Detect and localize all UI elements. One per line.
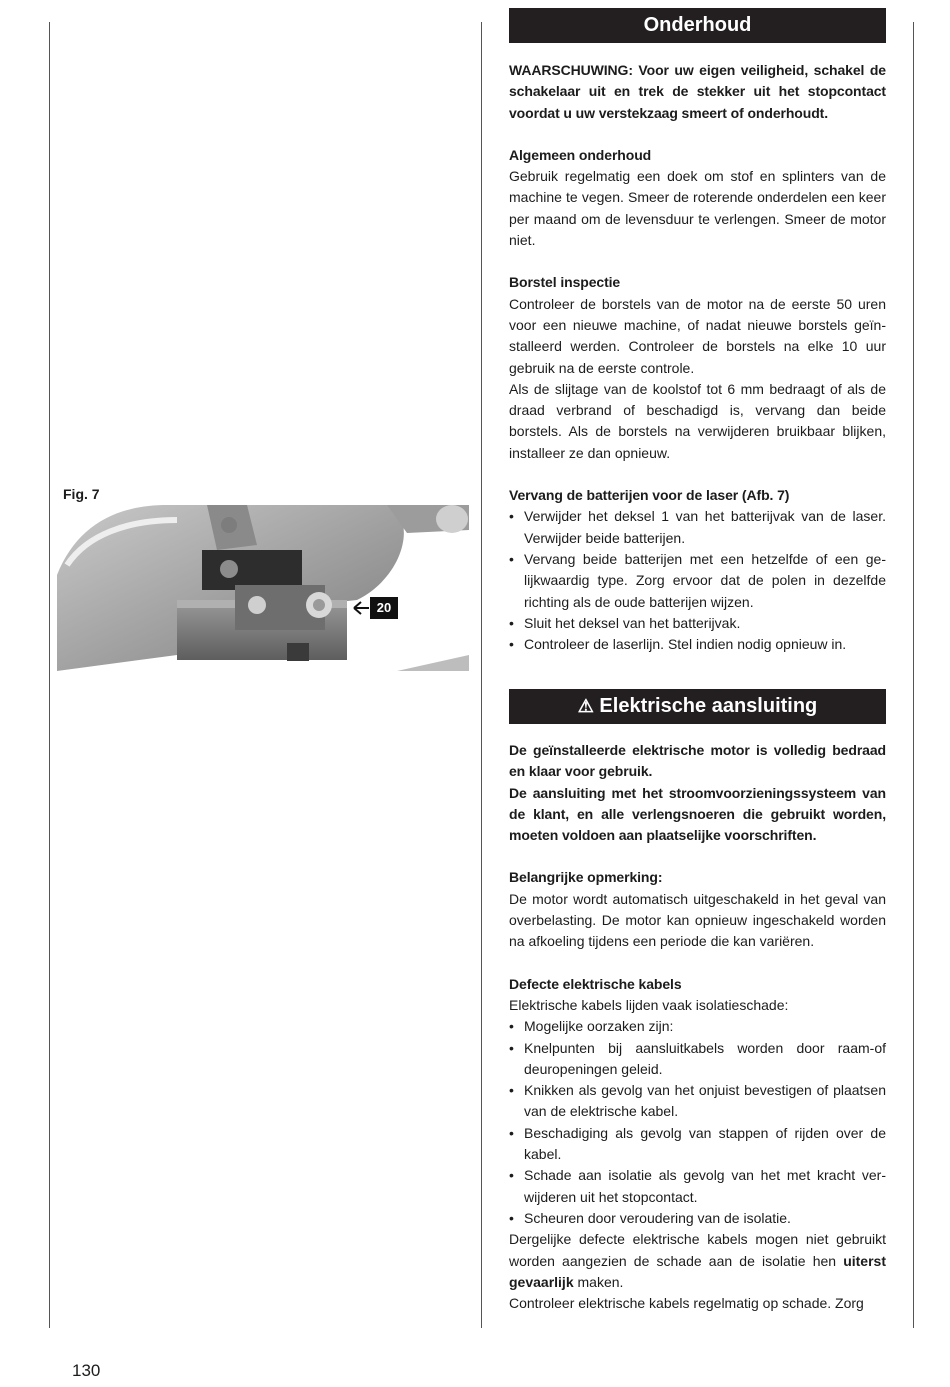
- cables-lead: Elektrische kabels lijden vaak isolatieschade:: [509, 996, 789, 1013]
- closing-emphasis: uiterst gevaarlijk: [509, 1252, 886, 1290]
- section-title-text: Onderhoud: [643, 14, 752, 36]
- brush-text-2: Als de slijtage van de koolstof tot 6 mm bedraagt of als de draad verbrand of beschadigd is, vervang dan beide borstels. Als de borstels na verwijderen bruikbaar blijken, installeer ze dan opnieuw.: [509, 380, 886, 461]
- list-item: • Knelpunten bij aansluitkabels worden door raam-of deuropeningen geleid.: [509, 1038, 886, 1081]
- right-margin-rule: [913, 22, 914, 1328]
- callout-number-badge: 20: [370, 597, 398, 619]
- list-item: • Mogelijke oorzaken zijn:: [509, 1016, 886, 1037]
- list-item: • Sluit het deksel van het batterijvak.: [509, 613, 886, 634]
- maintenance-section: [509, 60, 886, 655]
- saw-laser-housing-illustration: [57, 505, 469, 671]
- list-item: • Vervang beide batterijen met een hetzelfde of een gelijkwaardig type. Zorg ervoor dat de polen in dezelfde richting als de oude batterijen wijzen.: [509, 549, 886, 613]
- note-text: De motor wordt automatisch uitgeschakeld in het geval van overbelasting. De motor kan opnieuw ingeschakeld worden na afkoeling tijdens een periode die kan variëren.: [509, 890, 886, 950]
- battery-heading: Vervang de batterijen voor de laser (Afb. 7): [509, 487, 790, 504]
- note-heading: Belangrijke opmerking:: [509, 869, 663, 886]
- general-heading: Algemeen onderhoud: [509, 146, 652, 163]
- list-item: • Verwijder het deksel 1 van het batterijvak van de laser. Verwijder beide batterijen.: [509, 506, 886, 549]
- warning-triangle-icon: ⚠: [577, 696, 594, 716]
- list-item: • Controleer de laserlijn. Stel indien nodig opnieuw in.: [509, 634, 886, 655]
- electrical-intro-2: De aansluiting met het stroomvoorzieningssysteem van de klant, en alle verlengsnoeren die gebruikt worden, moeten voldoen aan plaatselijke voorschriften.: [509, 784, 886, 844]
- list-item: • Scheuren door veroudering van de isolatie.: [509, 1208, 886, 1229]
- page-number: 130: [72, 1361, 101, 1380]
- column-divider-rule: [481, 22, 482, 1328]
- cables-closing: [509, 1229, 886, 1293]
- section-title-elektrisch: [509, 689, 886, 724]
- warning-text: WAARSCHUWING: Voor uw eigen veiligheid, schakel de schakelaar uit en trek de stekker uit het stopcontact voordat u uw verstekzaag smeert of onderhoudt.: [509, 62, 886, 121]
- electrical-intro-1: De geïnstalleerde elektrische motor is volledig bedraad en klaar voor gebruik.: [509, 742, 886, 780]
- cables-heading: Defecte elektrische kabels: [509, 975, 682, 992]
- list-item: • Knikken als gevolg van het onjuist bevestigen of plaatsen van de elektrische kabel.: [509, 1080, 886, 1123]
- cables-last-line: Controleer elektrische kabels regelmatig op schade. Zorg: [509, 1295, 864, 1312]
- closing-text-end: maken.: [573, 1273, 624, 1290]
- list-item: • Beschadiging als gevolg van stappen of rijden over de kabel.: [509, 1123, 886, 1166]
- list-item: • Schade aan isolatie als gevolg van het met kracht verwijderen uit het stopcontact.: [509, 1165, 886, 1208]
- general-text: Gebruik regelmatig een doek om stof en splinters van de machine te vegen. Smeer de roterende onderdelen een keer per maand om de levensduur te verlengen. Smeer de motor niet.: [509, 168, 886, 249]
- section-title-onderhoud: [509, 8, 886, 43]
- section-title-text: Elektrische aansluiting: [599, 695, 818, 717]
- closing-text: Dergelijke defecte elektrische kabels mogen niet gebruikt worden aangezien de schade aan de isolatie hen: [509, 1231, 886, 1269]
- brush-heading: Borstel inspectie: [509, 274, 621, 291]
- brush-text-1: Controleer de borstels van de motor na de eerste 50 uren voor een nieuwe machine, of nadat nieuwe borstels geïnstalleerd werden. Controleer de borstels na elke 10 uur gebruik na de eerste controle.: [509, 295, 886, 376]
- figure-label: Fig. 7: [63, 486, 100, 502]
- figure-7-photo: [57, 505, 469, 671]
- electrical-section: [509, 740, 886, 1314]
- battery-steps-list: [509, 506, 886, 655]
- cables-causes-list: [509, 1016, 886, 1229]
- left-margin-rule: [49, 22, 50, 1328]
